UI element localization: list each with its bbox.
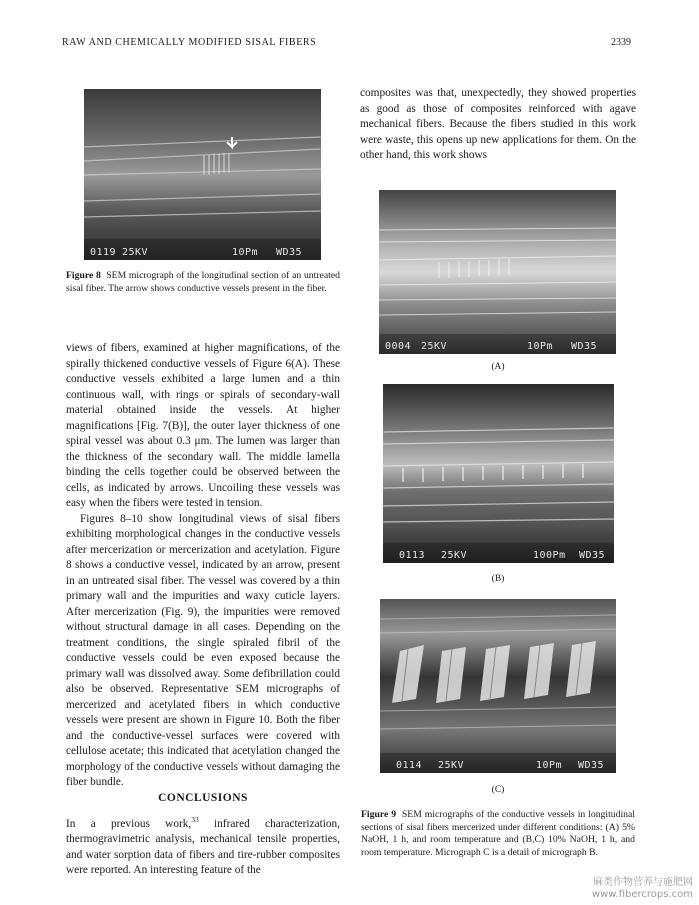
section-heading-conclusions: CONCLUSIONS xyxy=(158,792,248,804)
micrograph-id: 0114 xyxy=(396,760,423,771)
watermark-line: 麻类作物营养与施肥网 xyxy=(593,877,693,888)
micrograph-scale: 10Pm xyxy=(536,760,563,771)
micrograph-wd: WD35 xyxy=(578,760,605,771)
micrograph-id: 0119 xyxy=(90,247,117,258)
figure-8-caption-text: SEM micrograph of the longitudinal section of an untreated sisal fiber. The arrow shows conductive vessels present in the fiber. xyxy=(66,270,340,294)
paragraph: Figures 8–10 show longitudinal views of sisal fibers exhibiting morphological changes in the conductive vessels after mercerization or mercerization and acetylation. Figure 8 shows a conductive vessel, indicated by an arrow, present in an untreated sisal fiber. The vessel was covered by a thin primary wall and the impurities and waxy cuticle layers. After mercerization (Fig. 9), the impurities were removed without structural damage in all cases. Depending on the treatment conditions, the single spiraled fibril of the conductive vessels could be even exposed because the primary wall was dissolved away. Some defibrillation could also be observed. Representative SEM micrographs of mercerized and acetylated fibers in which conductive vessels were present are shown in Figure 10. Both the fiber and the conductive-vessel surfaces were covered with cellulose acetate; this indicated that acetylation changed the morphology of the conductive vessels without damaging the fiber bundle. xyxy=(66,512,340,788)
panel-label-b: (B) xyxy=(491,574,505,584)
micrograph-info-bar xyxy=(385,286,610,352)
figure-9-caption-label: Figure 9 xyxy=(361,809,397,820)
figure-9a-micrograph xyxy=(379,190,616,354)
figure-9-caption-text: SEM micrographs of the conductive vessels in longitudinal sections of sisal fibers mercerized under different conditions: (A) 5% NaOH, 1 h, and room temperature and (B,C) 10% NaOH, 1 h, and room temperature. Micrograph C is a detail of micrograph B. xyxy=(361,809,635,858)
figure-9-caption xyxy=(361,809,635,859)
micrograph-scale: 10Pm xyxy=(232,247,259,258)
page-number: 2339 xyxy=(611,37,631,48)
micrograph-wd: WD35 xyxy=(571,341,598,352)
running-header-title: RAW AND CHEMICALLY MODIFIED SISAL FIBERS xyxy=(62,37,317,48)
paragraph: composites was that, unexpectedly, they showed properties as good as those of composites reinforced with agave mechanical fibers. Because the fibers studied in this work were waste, this opens up new applications for them. On the other hand, this work shows xyxy=(360,87,636,161)
figure-8-micrograph xyxy=(84,89,321,260)
micrograph-kv: 25KV xyxy=(441,550,468,561)
citation-ref: 33 xyxy=(191,815,199,824)
right-column-body xyxy=(360,86,636,164)
micrograph-id: 0113 xyxy=(399,550,426,561)
micrograph-scale: 100Pm xyxy=(533,550,566,561)
conclusions-paragraph xyxy=(66,812,340,879)
figure-8-caption-label: Figure 8 xyxy=(66,270,101,281)
text-run: In a previous work, xyxy=(66,817,192,830)
micrograph-info-bar xyxy=(90,192,315,258)
micrograph-info-bar xyxy=(386,705,610,771)
figure-9b-micrograph xyxy=(383,384,614,563)
micrograph-scale: 10Pm xyxy=(527,341,554,352)
micrograph-kv: 25KV xyxy=(122,247,149,258)
micrograph-wd: WD35 xyxy=(276,247,303,258)
panel-label-c: (C) xyxy=(491,785,505,795)
micrograph-info-bar xyxy=(389,495,608,561)
left-column-body xyxy=(66,341,340,791)
figure-8-caption xyxy=(66,270,340,295)
watermark xyxy=(592,877,693,901)
micrograph-kv: 25KV xyxy=(421,341,448,352)
figure-9c-micrograph xyxy=(380,599,616,773)
micrograph-kv: 25KV xyxy=(438,760,465,771)
micrograph-wd: WD35 xyxy=(579,550,606,561)
panel-label-a: (A) xyxy=(491,362,505,372)
micrograph-id: 0004 xyxy=(385,341,412,352)
text-run: infrared characterization, thermogravimetric analysis, mechanical tensile properties, and water sorption data of fibers and tire-rubber composites were reported. An interesting feature of the xyxy=(66,817,340,877)
watermark-line: www.fibercrops.com xyxy=(591,889,693,900)
paragraph: views of fibers, examined at higher magnifications, of the spirally thickened conductive vessels of Figure 6(A). These conductive vessels exhibited a large lumen and a thin continuous wall, with rings or spirals of secondary-wall material obtained inside the vessels. At higher magnifications [Fig. 7(B)], the outer layer thickness of one spiral vessel was about 0.3 μm. The lumen was larger than the thickness of the secondary wall. The middle lamella binding the cells together could be observed between the cells, as indicated by arrows. Uncoiling these vessels was easy when the fibers were tested in tension. xyxy=(66,342,340,509)
